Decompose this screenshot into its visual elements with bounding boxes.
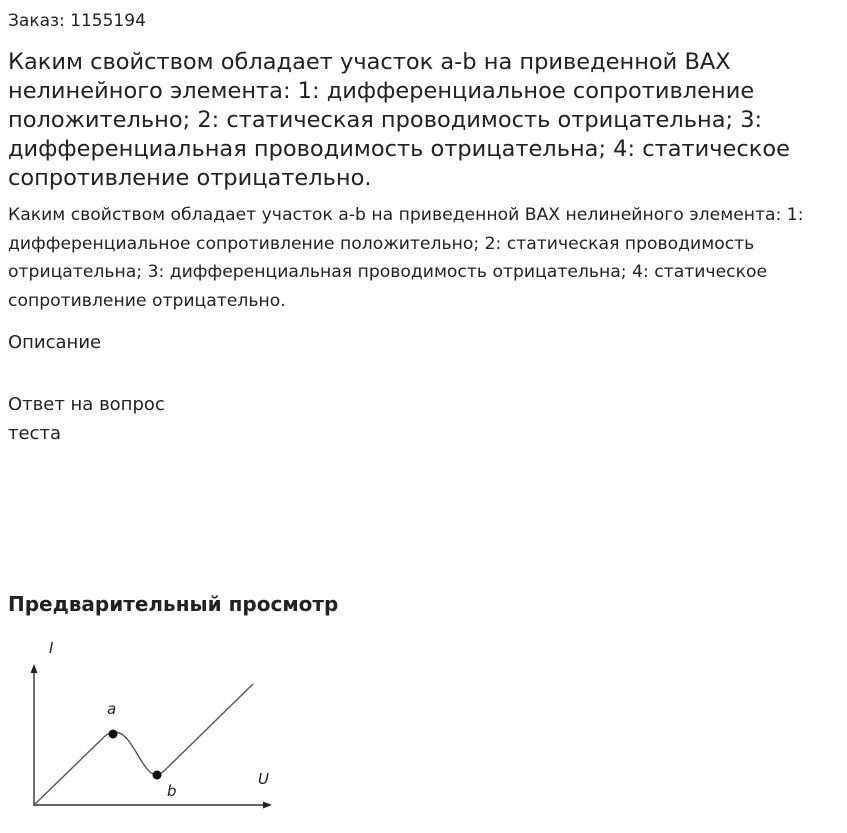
- point-b: [153, 771, 162, 780]
- order-number: Заказ: 1155194: [8, 11, 146, 31]
- point-a: [109, 730, 118, 739]
- iv-curve: [34, 684, 253, 805]
- point-b-label: b: [167, 782, 177, 800]
- point-a-label: a: [107, 700, 117, 718]
- x-axis-label: U: [258, 770, 269, 788]
- x-axis-arrow: [263, 802, 272, 809]
- description-label: Описание: [8, 332, 102, 353]
- iv-curve-graph: [18, 632, 283, 822]
- page-title: Каким свойством обладает участок a-b на приведенной ВАХ нелинейного элемента: 1: дифференциальное сопротивление положительно; 2: статическая проводимость отрицательна; 3: дифференциальная проводимость отрицательна; 4: статическое сопротивление отрицательно.: [8, 49, 790, 191]
- preview-title: Предварительный просмотр: [8, 592, 339, 616]
- answer-text: Ответ на вопрос теста: [8, 394, 165, 444]
- y-axis-label: I: [49, 639, 54, 657]
- preview-image: [18, 632, 283, 822]
- y-axis-arrow: [31, 664, 38, 673]
- question-text: Каким свойством обладает участок a-b на приведенной ВАХ нелинейного элемента: 1: дифференциальное сопротивление положительно; 2: статическая проводимость отрицательна; 3: дифференциальная проводимость отрицательна; 4: статическое сопротивление отрицательно.: [8, 205, 804, 311]
